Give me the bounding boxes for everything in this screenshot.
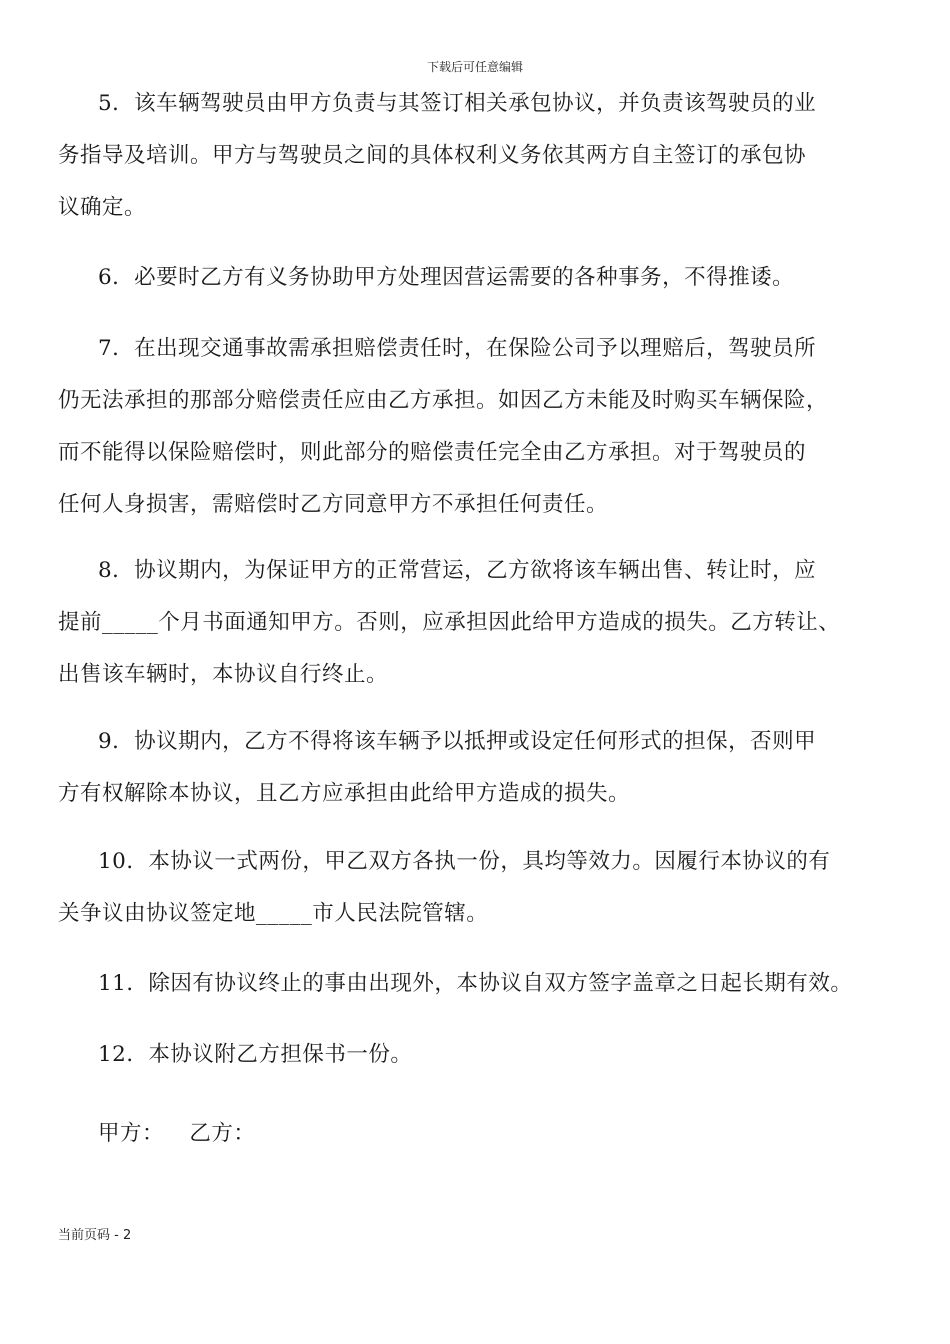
clause-line: 议确定。 — [58, 195, 147, 220]
clause-7 — [58, 323, 908, 531]
clause-line: 11．除因有协议终止的事由出现外，本协议自双方签字盖章之日起长期有效。 — [98, 971, 853, 996]
clause-10 — [58, 836, 908, 940]
party-a-label: 甲方： — [98, 1121, 165, 1146]
clause-line: 6．必要时乙方有义务协助甲方处理因营运需要的各种事务，不得推诿。 — [98, 265, 795, 290]
clause-9 — [58, 716, 908, 820]
clause-line: 9．协议期内，乙方不得将该车辆予以抵押或设定任何形式的担保，否则甲 — [98, 729, 817, 754]
page-header-note: 下载后可任意编辑 — [426, 60, 523, 74]
page-number: 当前页码 - 2 — [58, 1228, 132, 1243]
clause-line: 8．协议期内，为保证甲方的正常营运，乙方欲将该车辆出售、转让时，应 — [98, 558, 817, 583]
clause-8 — [58, 545, 908, 701]
party-b-label: 乙方： — [189, 1121, 256, 1146]
clause-line: 10．本协议一式两份，甲乙双方各执一份，具均等效力。因履行本协议的有 — [98, 849, 831, 874]
clause-line: 提前_____个月书面通知甲方。否则，应承担因此给甲方造成的损失。乙方转让、 — [58, 610, 841, 635]
clause-line: 方有权解除本协议，且乙方应承担由此给甲方造成的损失。 — [58, 781, 631, 806]
signature-line — [58, 1108, 908, 1160]
clause-line: 务指导及培训。甲方与驾驶员之间的具体权利义务依其两方自主签订的承包协 — [58, 143, 807, 168]
clause-line: 5．该车辆驾驶员由甲方负责与其签订相关承包协议，并负责该驾驶员的业 — [98, 91, 817, 116]
clause-line: 出售该车辆时，本协议自行终止。 — [58, 662, 389, 687]
clause-line: 任何人身损害，需赔偿时乙方同意甲方不承担任何责任。 — [58, 492, 609, 517]
clause-line: 7．在出现交通事故需承担赔偿责任时，在保险公司予以理赔后，驾驶员所 — [98, 336, 817, 361]
clause-line: 仍无法承担的那部分赔偿责任应由乙方承担。如因乙方未能及时购买车辆保险， — [58, 388, 829, 413]
clause-12 — [58, 1029, 908, 1081]
clause-11 — [58, 958, 908, 1010]
clause-5 — [58, 78, 908, 234]
clause-line: 关争议由协议签定地_____市人民法院管辖。 — [58, 901, 489, 926]
clause-line: 而不能得以保险赔偿时，则此部分的赔偿责任完全由乙方承担。对于驾驶员的 — [58, 440, 807, 465]
clause-6 — [58, 252, 908, 304]
clause-line: 12．本协议附乙方担保书一份。 — [98, 1042, 413, 1067]
